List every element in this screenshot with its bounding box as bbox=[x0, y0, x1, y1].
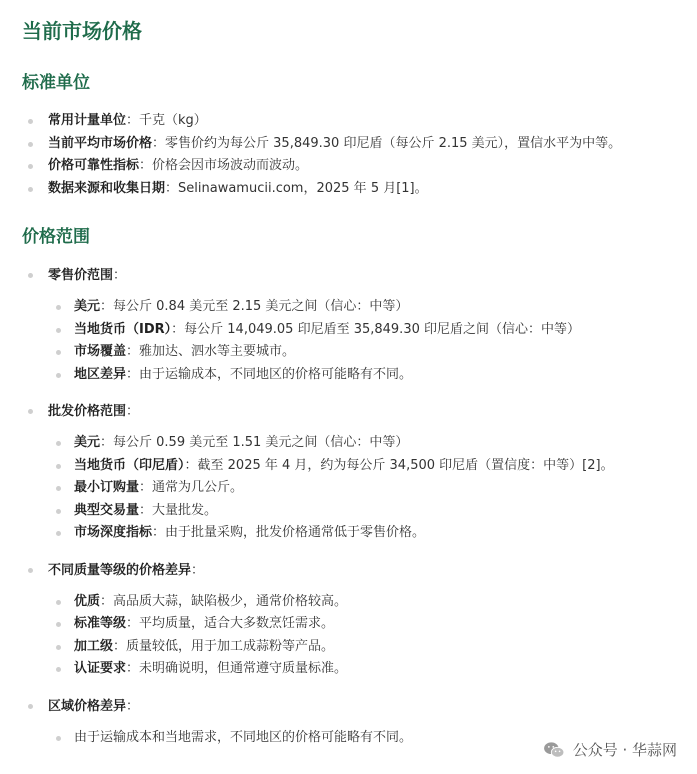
list-item-retail bbox=[22, 264, 675, 386]
list-item bbox=[48, 341, 675, 364]
item-value: ：大量批发。 bbox=[139, 502, 218, 518]
group-colon: ： bbox=[126, 698, 140, 714]
group-key: 不同质量等级的价格差异 bbox=[48, 562, 192, 578]
group-colon: ： bbox=[126, 404, 140, 419]
list-item bbox=[48, 296, 675, 319]
list-item bbox=[48, 591, 675, 614]
item-key: 加工级 bbox=[74, 638, 114, 654]
section-heading-price-range: 价格范围 bbox=[22, 227, 90, 247]
item-key: 优质 bbox=[74, 593, 101, 609]
item-key: 美元 bbox=[74, 435, 101, 450]
item-value: ：价格会因市场波动而波动。 bbox=[139, 158, 309, 173]
item-key: 地区差异 bbox=[74, 366, 127, 382]
group-colon: ： bbox=[191, 562, 205, 578]
price-range-section bbox=[22, 224, 675, 749]
list-item-quality-grades bbox=[22, 559, 675, 681]
list-item bbox=[48, 432, 675, 455]
group-key: 批发价格范围 bbox=[48, 404, 127, 419]
page-title: 当前市场价格 bbox=[22, 19, 142, 43]
item-value: ：千克（kg） bbox=[126, 113, 207, 128]
list-item bbox=[48, 319, 675, 342]
item-value: ：每公斤 0.84 美元至 2.15 美元之间（信心：中等） bbox=[100, 299, 409, 314]
item-value: ：平均质量，适合大多数烹饪需求。 bbox=[126, 616, 335, 631]
item-key: 数据来源和收集日期 bbox=[48, 180, 166, 196]
list-item bbox=[48, 658, 675, 681]
list-item-wholesale bbox=[22, 400, 675, 545]
item-value: ：零售价约为每公斤 35,849.30 印尼盾（每公斤 2.15 美元），置信水平为中等。 bbox=[152, 135, 622, 151]
wholesale-sublist bbox=[48, 432, 675, 545]
item-value: ：未明确说明，但通常遵守质量标准。 bbox=[126, 661, 348, 676]
item-value: ：由于批量采购，批发价格通常低于零售价格。 bbox=[152, 525, 426, 540]
list-item bbox=[48, 522, 675, 545]
item-value: ：Selinawamucii.com，2025 年 5 月[1]。 bbox=[165, 180, 428, 196]
standard-unit-list bbox=[22, 110, 675, 200]
quality-sublist bbox=[48, 591, 675, 681]
item-key: 美元 bbox=[74, 299, 101, 314]
item-value: ：质量较低，用于加工成蒜粉等产品。 bbox=[113, 638, 335, 654]
item-key: 当前平均市场价格 bbox=[48, 135, 153, 151]
item-value: ：每公斤 0.59 美元至 1.51 美元之间（信心：中等） bbox=[100, 435, 409, 450]
group-key: 区域价格差异 bbox=[48, 698, 127, 714]
item-value: ：高品质大蒜，缺陷极少，通常价格较高。 bbox=[100, 593, 348, 609]
group-key: 零售价范围 bbox=[48, 268, 114, 283]
list-item bbox=[48, 455, 675, 478]
item-key: 最小订购量 bbox=[74, 480, 140, 495]
item-key: 常用计量单位 bbox=[48, 113, 127, 128]
list-item bbox=[48, 477, 675, 500]
item-key: 当地货币（印尼盾） bbox=[74, 457, 185, 473]
list-item bbox=[48, 613, 675, 636]
list-item bbox=[48, 636, 675, 659]
item-key: 标准等级 bbox=[74, 616, 127, 631]
watermark bbox=[543, 739, 677, 760]
item-value: ：雅加达、泗水等主要城市。 bbox=[126, 344, 296, 359]
item-key: 市场深度指标 bbox=[74, 525, 153, 540]
list-item bbox=[22, 155, 675, 178]
item-key: 典型交易量 bbox=[74, 502, 140, 518]
item-key: 价格可靠性指标 bbox=[48, 158, 140, 173]
group-colon: ： bbox=[113, 268, 127, 283]
watermark-text: 公众号 · 华蒜网 bbox=[572, 741, 677, 759]
item-value: 由于运输成本和当地需求，不同地区的价格可能略有不同。 bbox=[74, 729, 413, 745]
item-value: ：通常为几公斤。 bbox=[139, 480, 244, 495]
item-key: 当地货币（IDR） bbox=[74, 321, 172, 337]
list-item bbox=[22, 110, 675, 133]
list-item bbox=[48, 500, 675, 523]
list-item bbox=[48, 364, 675, 387]
retail-sublist bbox=[48, 296, 675, 386]
item-value: ：每公斤 14,049.05 印尼盾至 35,849.30 印尼盾之间（信心：中等） bbox=[171, 321, 580, 337]
list-item bbox=[22, 178, 675, 201]
wechat-icon bbox=[543, 741, 565, 759]
price-range-list bbox=[22, 264, 675, 749]
item-value: ：由于运输成本，不同地区的价格可能略有不同。 bbox=[126, 366, 413, 382]
item-key: 市场覆盖 bbox=[74, 344, 127, 359]
section-heading-standard-unit: 标准单位 bbox=[22, 73, 90, 93]
list-item bbox=[22, 133, 675, 156]
item-value: ：截至 2025 年 4 月，约为每公斤 34,500 印尼盾（置信度：中等）[2]。 bbox=[184, 457, 614, 473]
standard-unit-section bbox=[22, 70, 675, 200]
item-key: 认证要求 bbox=[74, 661, 127, 676]
